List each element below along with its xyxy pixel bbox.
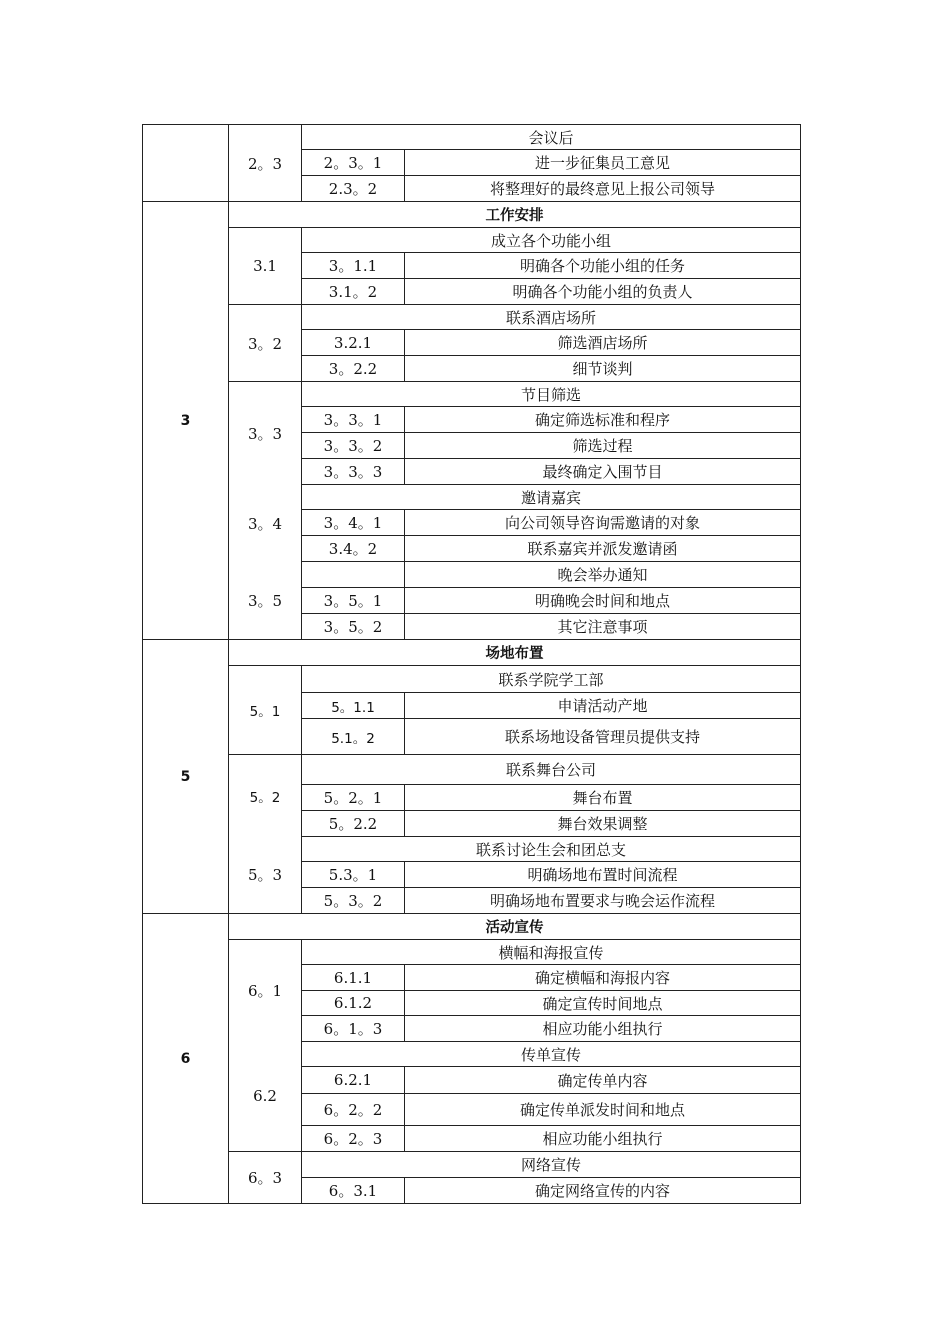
subsection-title: 成立各个功能小组 [302, 228, 801, 253]
task-code: 3。4。1 [302, 510, 405, 536]
task-code: 2。3。1 [302, 150, 405, 176]
table-row [143, 125, 801, 150]
task-code: 5。3。2 [302, 888, 405, 914]
table-row [143, 914, 801, 940]
subsection-number: 2。3 [229, 125, 302, 202]
task-code: 3。1.1 [302, 253, 405, 279]
task-code: 5。2。1 [302, 785, 405, 811]
table-row [143, 640, 801, 666]
task-name: 细节谈判 [405, 356, 801, 382]
task-name: 向公司领导咨询需邀请的对象 [405, 510, 801, 536]
subsection-number: 6。1 [229, 940, 302, 1042]
subsection-number: 3。2 [229, 305, 302, 382]
table-row [143, 485, 801, 510]
task-code: 6.1.1 [302, 965, 405, 991]
subsection-title: 网络宣传 [302, 1152, 801, 1178]
task-code: 3。3。1 [302, 407, 405, 433]
subsection-title: 联系酒店场所 [302, 305, 801, 330]
table-row [143, 562, 801, 588]
section-number-cell [143, 125, 229, 202]
subsection-number: 6。3 [229, 1152, 302, 1204]
task-code: 3。3。2 [302, 433, 405, 459]
task-code: 3。3。3 [302, 459, 405, 485]
task-name: 确定横幅和海报内容 [405, 965, 801, 991]
subsection-number: 3。5 [229, 562, 302, 640]
task-code: 3.1。2 [302, 279, 405, 305]
task-name: 明确各个功能小组的任务 [405, 253, 801, 279]
task-code: 6。1。3 [302, 1016, 405, 1042]
task-name: 确定传单内容 [405, 1067, 801, 1094]
subsection-number: 5。2 [229, 755, 302, 837]
task-code: 5。2.2 [302, 811, 405, 837]
subsection-number: 5。3 [229, 837, 302, 914]
task-name: 将整理好的最终意见上报公司领导 [405, 176, 801, 202]
task-name: 明确场地布置时间流程 [405, 862, 801, 888]
subsection-title: 联系讨论生会和团总支 [302, 837, 801, 862]
subsection-title: 节目筛选 [302, 382, 801, 407]
task-code: 6.1.2 [302, 991, 405, 1016]
task-code: 3。2.2 [302, 356, 405, 382]
table-row [143, 202, 801, 228]
task-code: 6。2。2 [302, 1094, 405, 1126]
table-row [143, 666, 801, 693]
task-name: 筛选酒店场所 [405, 330, 801, 356]
subsection-title: 横幅和海报宣传 [302, 940, 801, 965]
table-row [143, 755, 801, 785]
task-name: 申请活动产地 [405, 693, 801, 719]
section-title: 活动宣传 [229, 914, 801, 940]
task-code: 3.2.1 [302, 330, 405, 356]
table-row [143, 228, 801, 253]
task-code [302, 562, 405, 588]
task-code: 5.3。1 [302, 862, 405, 888]
section-number: 5 [143, 640, 229, 914]
task-name: 舞台布置 [405, 785, 801, 811]
subsection-title: 联系舞台公司 [302, 755, 801, 785]
task-name: 舞台效果调整 [405, 811, 801, 837]
task-code: 6。2。3 [302, 1126, 405, 1152]
subsection-title: 传单宣传 [302, 1042, 801, 1067]
task-name: 联系嘉宾并派发邀请函 [405, 536, 801, 562]
task-code: 2.3。2 [302, 176, 405, 202]
wbs-table [142, 124, 801, 1204]
subsection-title: 会议后 [302, 125, 801, 150]
task-code: 5.1。2 [302, 719, 405, 755]
task-code: 6.2.1 [302, 1067, 405, 1094]
subsection-number: 3。3 [229, 382, 302, 485]
subsection-title: 联系学院学工部 [302, 666, 801, 693]
task-name: 确定宣传时间地点 [405, 991, 801, 1016]
subsection-number: 3.1 [229, 228, 302, 305]
task-name: 明确各个功能小组的负责人 [405, 279, 801, 305]
section-number: 6 [143, 914, 229, 1204]
task-name: 其它注意事项 [405, 614, 801, 640]
task-name: 相应功能小组执行 [405, 1016, 801, 1042]
table-row [143, 837, 801, 862]
section-number: 3 [143, 202, 229, 640]
table-row [143, 305, 801, 330]
table-row [143, 940, 801, 965]
subsection-title: 邀请嘉宾 [302, 485, 801, 510]
task-code: 3。5。2 [302, 614, 405, 640]
table-row [143, 382, 801, 407]
task-name: 确定传单派发时间和地点 [405, 1094, 801, 1126]
task-name: 筛选过程 [405, 433, 801, 459]
task-code: 6。3.1 [302, 1178, 405, 1204]
task-name: 进一步征集员工意见 [405, 150, 801, 176]
task-name: 联系场地设备管理员提供支持 [405, 719, 801, 755]
subsection-number: 5。1 [229, 666, 302, 755]
task-name: 明确晚会时间和地点 [405, 588, 801, 614]
subsection-number: 6.2 [229, 1042, 302, 1152]
task-name: 确定筛选标准和程序 [405, 407, 801, 433]
task-name: 明确场地布置要求与晚会运作流程 [405, 888, 801, 914]
table-row [143, 1042, 801, 1067]
subsection-number: 3。4 [229, 485, 302, 562]
task-code: 3。5。1 [302, 588, 405, 614]
section-title: 场地布置 [229, 640, 801, 666]
task-code: 3.4。2 [302, 536, 405, 562]
table-row [143, 1152, 801, 1178]
task-name: 最终确定入围节目 [405, 459, 801, 485]
task-name: 确定网络宣传的内容 [405, 1178, 801, 1204]
task-code: 5。1.1 [302, 693, 405, 719]
subsection-title: 晚会举办通知 [405, 562, 801, 588]
task-name: 相应功能小组执行 [405, 1126, 801, 1152]
section-title: 工作安排 [229, 202, 801, 228]
